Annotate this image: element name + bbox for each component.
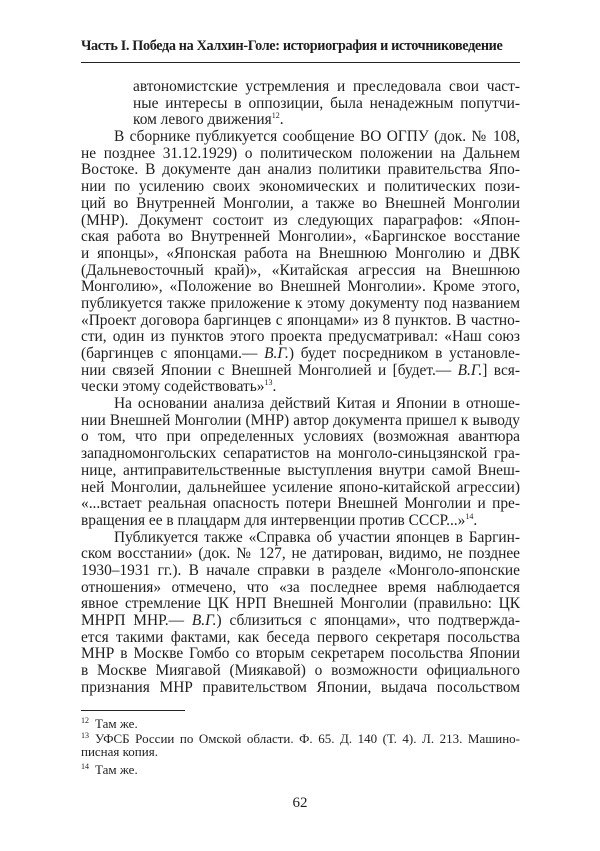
text-run: публикуется также приложение к этому документу под названием xyxy=(81,294,520,312)
header-rule xyxy=(81,62,520,63)
text-line xyxy=(81,313,520,330)
footnote-rule xyxy=(81,710,185,711)
text-line xyxy=(81,530,520,547)
text-run: Монголию», «Положение во Внешней Монголии». Кроме этого, xyxy=(81,278,520,296)
text-line xyxy=(81,496,520,513)
text-line xyxy=(81,513,520,530)
footnote-ref: 12 xyxy=(271,111,280,121)
text-run: автономистские устремления и преследовала свои част- xyxy=(133,78,520,95)
text-run: нии Внешней Монголии (МНР) автор документа пришел к выводу xyxy=(81,411,520,429)
text-line xyxy=(81,379,520,396)
text-run: и японцы», «Японская работа на Внешнюю Монголию и ДВК xyxy=(81,244,520,262)
footnote-number: 12 xyxy=(81,716,89,725)
paragraph xyxy=(81,396,520,530)
text-run: (Дальневосточный край)», «Китайская агрессия на Внешнюю xyxy=(81,261,520,279)
text-run: явное стремление ЦК НРП Внешней Монголии (правильно: ЦК xyxy=(81,595,520,613)
text-line xyxy=(81,546,520,563)
text-run: ные интересы в оппозиции, была ненадежным попутчи- xyxy=(133,94,520,112)
text-run: ] вся- xyxy=(482,361,521,379)
text-line xyxy=(81,179,520,196)
footnote xyxy=(81,728,520,759)
text-line xyxy=(81,646,520,663)
text-run: На основании анализа действий Китая и Японии в отноше- xyxy=(114,395,520,413)
footnote-number: 14 xyxy=(81,762,89,772)
text-line xyxy=(81,563,520,580)
text-run: . xyxy=(473,511,478,529)
text-run: вращения ее в плацдарм для интервенции против СССР...» xyxy=(81,511,466,529)
italic-initials: В.Г. xyxy=(264,345,289,362)
footnote-number: 13 xyxy=(81,731,89,741)
text-line xyxy=(81,196,520,213)
block-quote xyxy=(81,79,520,129)
text-line xyxy=(81,396,520,413)
text-line xyxy=(81,229,520,246)
text-line xyxy=(81,613,520,630)
text-run: нии по усилению своих экономических и политических пози- xyxy=(81,178,520,196)
text-run: ) сблизиться с японцами», что подтвержда- xyxy=(216,612,520,629)
text-run: чески этому содействовать» xyxy=(81,378,265,396)
text-run: . xyxy=(272,378,277,396)
page-number: 62 xyxy=(292,795,308,811)
text-line xyxy=(81,580,520,597)
text-run: В сборнике публикуется сообщение ВО ОГПУ (док. № 108, xyxy=(114,128,520,146)
footnote-ref: 14 xyxy=(465,511,474,521)
text-run: о том, что при определенных условиях (возможная авантюра xyxy=(81,428,520,446)
text-line xyxy=(81,246,520,263)
footnote-line xyxy=(81,713,520,731)
italic-initials: В.Г. xyxy=(457,361,483,379)
text-run: МНРП МНР.— xyxy=(81,612,192,629)
text-run: 1930–1931 гг.). В начале справки в разделе «Монголо-японские xyxy=(81,561,520,579)
text-line xyxy=(133,79,520,96)
text-line xyxy=(81,213,520,230)
running-header: Часть I. Победа на Халхин-Голе: историография и источниковедение xyxy=(81,38,503,54)
text-line xyxy=(81,279,520,296)
footnote xyxy=(81,713,520,731)
text-line xyxy=(81,263,520,280)
footnotes xyxy=(81,713,520,778)
text-run: признания МНР правительством Японии, выдача посольством xyxy=(81,678,520,696)
text-run: в Москве Миягавой (Миякавой) о возможности официального xyxy=(81,662,520,680)
text-run: ней Монголии, дальнейшее усиление японо-китайской агрессии) xyxy=(81,478,520,496)
text-run: сти, один из пунктов этого проекта предусматривал: «Наш союз xyxy=(81,328,520,346)
italic-initials: В.Г. xyxy=(191,612,217,629)
text-run: Публикуется также «Справка об участии японцев в Баргин- xyxy=(114,528,520,546)
text-line xyxy=(81,346,520,363)
text-line xyxy=(81,480,520,497)
text-run: «...встает реальная опасность потери Внешней Монголии и пре- xyxy=(81,495,520,513)
footnote-text: УФСБ России по Омской области. Ф. 65. Д. 140 (Т. 4). Л. 213. Машино- xyxy=(95,731,520,747)
text-line xyxy=(81,663,520,680)
text-run: ском восстании» (док. № 127, не датирован, видимо, не позднее xyxy=(81,545,520,563)
footnote-line xyxy=(81,728,520,747)
text-line xyxy=(81,446,520,463)
text-line xyxy=(81,680,520,697)
footnote xyxy=(81,759,520,778)
text-run: ется такими фактами, как беседа первого секретаря посольства xyxy=(81,628,520,646)
body-text xyxy=(81,79,520,696)
text-run: западномонгольских сепаратистов на монголо-синьцзянской гра- xyxy=(81,445,520,463)
paragraph xyxy=(81,530,520,697)
footnote-line xyxy=(81,759,520,778)
footnote-text: Там же. xyxy=(95,716,138,731)
footnote-ref: 13 xyxy=(264,378,273,388)
text-run: «Проект договора баргинцев с японцами» из 8 пунктов. В частно- xyxy=(81,311,520,329)
text-line xyxy=(81,162,520,179)
text-run: МНР в Москве Гомбо со вторым секретарем посольства Японии xyxy=(81,645,520,663)
text-run: ) будет посредником в установле- xyxy=(288,345,520,362)
text-line xyxy=(81,463,520,480)
paragraph xyxy=(81,129,520,396)
text-run: ком левого движения xyxy=(133,111,272,129)
text-line xyxy=(81,329,520,346)
footnote-text: писная копия. xyxy=(81,743,158,759)
text-run: ская работа во Внутренней Монголии», «Баргинское восстание xyxy=(81,228,520,246)
text-line xyxy=(81,630,520,647)
text-run: . xyxy=(279,111,284,129)
text-line xyxy=(133,112,520,129)
text-run: не позднее 31.12.1929) о политическом положении на Дальнем xyxy=(81,144,520,162)
footnote-text: Там же. xyxy=(95,762,138,778)
text-line xyxy=(133,96,520,113)
text-line xyxy=(81,146,520,163)
text-line xyxy=(81,129,520,146)
text-run: нии связей Японии с Внешней Монголией и [будет.— xyxy=(81,361,458,379)
text-run: (баргинцев с японцами.— xyxy=(81,345,265,362)
text-run: ций во Внутренней Монголии, а также во Внешней Монголии xyxy=(81,194,520,212)
text-line xyxy=(81,296,520,313)
text-run: отношения» отмечено, что «за последнее время наблюдается xyxy=(81,578,520,596)
text-line xyxy=(81,429,520,446)
text-line xyxy=(81,363,520,380)
text-line xyxy=(81,596,520,613)
text-run: нице, антиправительственные выступления внутри самой Внеш- xyxy=(81,461,520,479)
text-run: Востоке. В документе дан анализ политики правительства Япо- xyxy=(81,161,520,179)
text-run: (МНР). Документ состоит из следующих параграфов: «Япон- xyxy=(81,211,520,229)
text-line xyxy=(81,413,520,430)
